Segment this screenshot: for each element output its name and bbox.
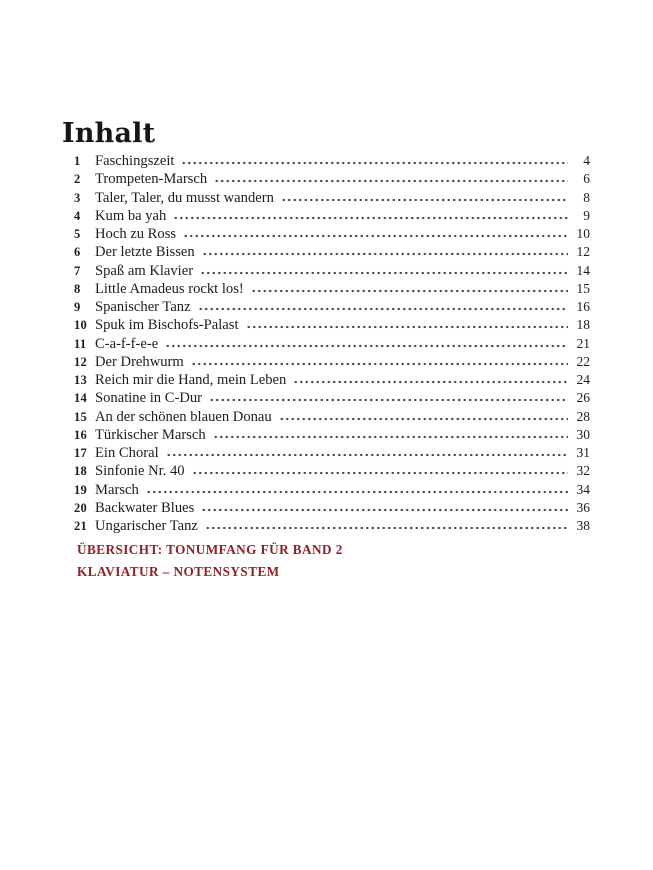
toc-item-page: 21 — [576, 335, 590, 351]
toc-item-number: 3 — [74, 190, 81, 205]
toc-item-page: 24 — [576, 372, 590, 387]
toc-item-number: 20 — [74, 500, 88, 515]
dot-leader-icon — [281, 198, 568, 202]
toc-list — [74, 152, 590, 535]
toc-item-number: 17 — [74, 446, 88, 460]
toc-item-page: 26 — [576, 390, 590, 406]
toc-row — [74, 426, 590, 444]
dot-leader-icon — [166, 453, 568, 457]
dot-leader-icon — [251, 289, 568, 293]
toc-item-number: 9 — [74, 300, 81, 314]
toc-item-number: 4 — [74, 208, 81, 223]
toc-item-number: 18 — [74, 464, 88, 479]
toc-row — [74, 408, 590, 426]
toc-row — [74, 262, 590, 280]
toc-item-page: 9 — [583, 207, 590, 223]
toc-item-page: 22 — [576, 353, 590, 369]
toc-row — [74, 481, 590, 499]
toc-row — [74, 444, 590, 462]
toc-item-number: 14 — [74, 391, 88, 406]
page-title: Inhalt — [62, 118, 156, 150]
toc-item-number: 12 — [74, 354, 88, 369]
toc-item-number: 11 — [74, 336, 87, 351]
toc-row — [74, 170, 590, 188]
dot-leader-icon — [202, 252, 568, 256]
toc-item-page: 10 — [576, 226, 590, 241]
toc-item-page: 8 — [583, 189, 590, 205]
toc-item-title: Hoch zu Ross — [95, 226, 177, 242]
toc-item-page: 30 — [576, 426, 590, 442]
dot-leader-icon — [213, 435, 568, 439]
dot-leader-icon — [293, 380, 568, 384]
toc-row — [74, 316, 590, 334]
toc-item-title: C-a-f-f-e-e — [95, 335, 159, 352]
toc-row — [74, 189, 590, 207]
toc-row — [74, 371, 590, 389]
toc-item-title: Backwater Blues — [95, 499, 195, 516]
dot-leader-icon — [214, 179, 568, 183]
dot-leader-icon — [183, 234, 568, 238]
toc-item-title: Spaß am Klavier — [95, 262, 194, 279]
toc-item-page: 38 — [576, 518, 590, 533]
toc-item-title: An der schönen blauen Donau — [95, 408, 272, 425]
toc-item-page: 16 — [576, 299, 590, 314]
toc-item-title: Marsch — [95, 481, 139, 498]
toc-item-page: 36 — [576, 499, 590, 515]
toc-item-number: 19 — [74, 482, 88, 497]
toc-item-title: Kum ba yah — [95, 207, 167, 224]
toc-item-title: Spuk im Bischofs-Palast — [95, 317, 239, 334]
toc-row — [74, 499, 590, 517]
toc-item-title: Trompeten-Marsch — [95, 171, 208, 188]
toc-item-title: Türkischer Marsch — [95, 426, 206, 443]
toc-row — [74, 207, 590, 225]
toc-item-title: Little Amadeus rockt los! — [95, 280, 244, 297]
toc-row — [74, 280, 590, 298]
dot-leader-icon — [192, 471, 568, 475]
toc-item-title: Sonatine in C-Dur — [95, 390, 203, 407]
toc-item-page: 31 — [576, 445, 590, 460]
dot-leader-icon — [181, 161, 568, 165]
toc-item-page: 4 — [583, 153, 590, 168]
toc-item-title: Ungarischer Tanz — [95, 518, 198, 534]
toc-row — [74, 152, 590, 170]
toc-row — [74, 517, 590, 535]
footer-line-overview: ÜBERSICHT: TONUMFANG FÜR BAND 2 — [77, 542, 343, 557]
toc-item-number: 1 — [74, 154, 81, 168]
toc-item-title: Spanischer Tanz — [95, 299, 191, 315]
dot-leader-icon — [165, 344, 568, 348]
toc-item-page: 14 — [576, 262, 590, 278]
dot-leader-icon — [198, 307, 568, 311]
dot-leader-icon — [279, 417, 568, 421]
toc-item-title: Ein Choral — [95, 445, 159, 461]
toc-item-page: 34 — [576, 481, 590, 497]
toc-row — [74, 225, 590, 243]
toc-item-number: 8 — [74, 281, 81, 296]
toc-item-number: 15 — [74, 409, 88, 424]
toc-item-page: 15 — [576, 280, 590, 296]
toc-item-number: 7 — [74, 263, 81, 278]
toc-item-title: Der Drehwurm — [95, 353, 184, 370]
dot-leader-icon — [201, 508, 568, 512]
dot-leader-icon — [200, 271, 568, 275]
toc-item-page: 6 — [583, 171, 590, 187]
toc-row — [74, 353, 590, 371]
toc-item-number: 10 — [74, 318, 88, 333]
toc-item-number: 16 — [74, 427, 88, 442]
toc-item-number: 2 — [74, 172, 81, 187]
toc-item-number: 21 — [74, 519, 88, 533]
footer-line-keyboard: KLAVIATUR – NOTENSYSTEM — [77, 564, 280, 579]
toc-item-page: 32 — [576, 463, 590, 479]
dot-leader-icon — [209, 398, 568, 402]
toc-item-title: Reich mir die Hand, mein Leben — [95, 372, 287, 388]
dot-leader-icon — [246, 325, 568, 329]
toc-item-number: 5 — [74, 227, 81, 241]
toc-row — [74, 298, 590, 316]
toc-row — [74, 335, 590, 353]
toc-item-number: 13 — [74, 373, 88, 387]
dot-leader-icon — [146, 490, 568, 494]
toc-row — [74, 462, 590, 480]
dot-leader-icon — [173, 216, 568, 220]
toc-row — [74, 389, 590, 407]
toc-item-page: 28 — [576, 408, 590, 424]
toc-item-page: 18 — [576, 317, 590, 333]
toc-item-title: Sinfonie Nr. 40 — [95, 463, 185, 480]
toc-item-page: 12 — [576, 244, 590, 260]
toc-item-title: Der letzte Bissen — [95, 244, 195, 261]
toc-item-number: 6 — [74, 245, 81, 260]
dot-leader-icon — [205, 526, 568, 530]
toc-item-title: Faschingszeit — [95, 153, 175, 169]
footer-heading — [77, 539, 343, 583]
toc-row — [74, 243, 590, 261]
dot-leader-icon — [191, 362, 568, 366]
toc-item-title: Taler, Taler, du musst wandern — [95, 189, 274, 206]
